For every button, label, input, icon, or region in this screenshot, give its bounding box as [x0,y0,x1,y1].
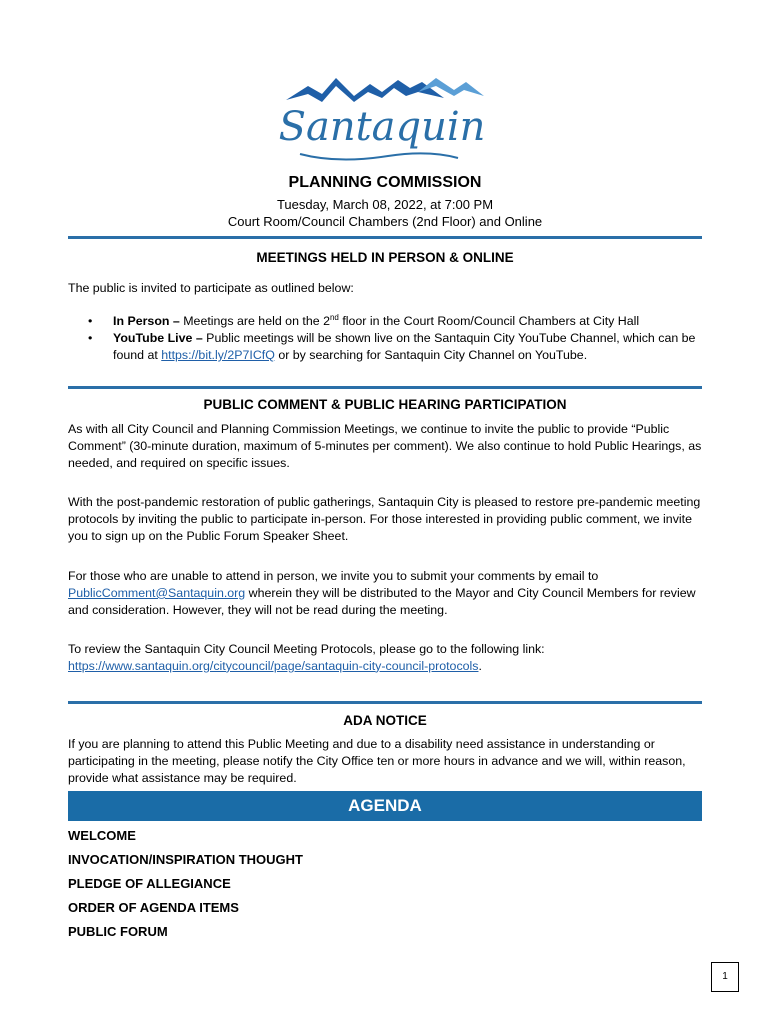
email-link[interactable]: PublicComment@Santaquin.org [68,585,246,600]
protocols-end: . [478,658,482,673]
bullet-icon: • [88,314,93,328]
logo-mountain-dark [286,78,444,102]
agenda-item-invocation: INVOCATION/INSPIRATION THOUGHT [68,852,303,867]
bullet-icon: • [88,331,93,345]
protocols-text: To review the Santaquin City Council Meeting Protocols, please go to the following link: [68,642,545,656]
logo-underline-swash [300,153,458,159]
youtube-text-end: or by searching for Santaquin City Channel on YouTube. [274,348,588,362]
ada-text: If you are planning to attend this Public Meeting and due to a disability need assistance in understanding or participating in the meeting, please notify the City Office ten or more hours in advance and we will, within reason, provide what assistance may be required. [68,737,686,785]
in-person-label: In Person – [113,314,180,328]
divider [68,701,702,704]
page-number: 1 [711,962,739,992]
email-intro: For those who are unable to attend in person, we invite you to submit your comments by email to [68,569,599,583]
list-item [88,330,708,364]
public-comment-paragraph-3 [68,568,708,618]
meeting-location: Court Room/Council Chambers (2nd Floor) and Online [227,214,543,229]
public-comment-paragraph-2: With the post-pandemic restoration of public gatherings, Santaquin City is pleased to restore pre-pandemic meeting protocols by inviting the public to participate in-person. For those interested in providing public comment, we invite you to sign up on the Public Forum Speaker Sheet. [68,495,701,543]
ada-heading: ADA NOTICE [343,713,427,728]
in-person-text-end: floor in the Court Room/Council Chambers at City Hall [338,314,640,328]
protocols-link[interactable]: https://www.santaquin.org/citycouncil/page/santaquin-city-council-protocols [68,658,479,673]
public-comment-paragraph-1: As with all City Council and Planning Commission Meetings, we continue to invite the public to provide “Public Comment” (30-minute duration, maximum of 5-minutes per comment). We also continue to hold Public Hearings, as needed, and required on specific issues. [68,422,702,470]
agenda-item-order: ORDER OF AGENDA ITEMS [68,900,239,915]
agenda-banner: AGENDA [68,791,702,821]
meeting-date: Tuesday, March 08, 2022, at 7:00 PM [276,197,494,212]
participation-list [88,313,708,364]
ordinal-sup: nd [329,312,339,322]
divider [68,386,702,389]
youtube-link[interactable]: https://bit.ly/2P7ICfQ [161,348,275,362]
youtube-label: YouTube Live – [113,331,203,345]
list-item [88,313,708,330]
divider [68,236,702,239]
santaquin-logo [278,72,492,172]
email-outro: wherein they will be distributed to the Mayor and City Council Members for review and consideration. However, they will not be read during the meeting. [68,585,696,617]
public-comment-heading: PUBLIC COMMENT & PUBLIC HEARING PARTICIPATION [203,397,567,412]
logo-text: Santaquin [278,104,486,150]
agenda-item-public-forum: PUBLIC FORUM [68,924,168,939]
youtube-text: Public meetings will be shown live on the Santaquin City YouTube Channel, which can be found at [113,331,696,362]
agenda-item-welcome: WELCOME [68,828,136,843]
meetings-intro: The public is invited to participate as outlined below: [68,281,354,295]
agenda-item-pledge: PLEDGE OF ALLEGIANCE [68,876,231,891]
protocols-paragraph [68,641,708,675]
meetings-heading: MEETINGS HELD IN PERSON & ONLINE [256,250,514,265]
in-person-text: Meetings are held on the 2 [179,314,330,328]
page-title: PLANNING COMMISSION [288,174,482,191]
